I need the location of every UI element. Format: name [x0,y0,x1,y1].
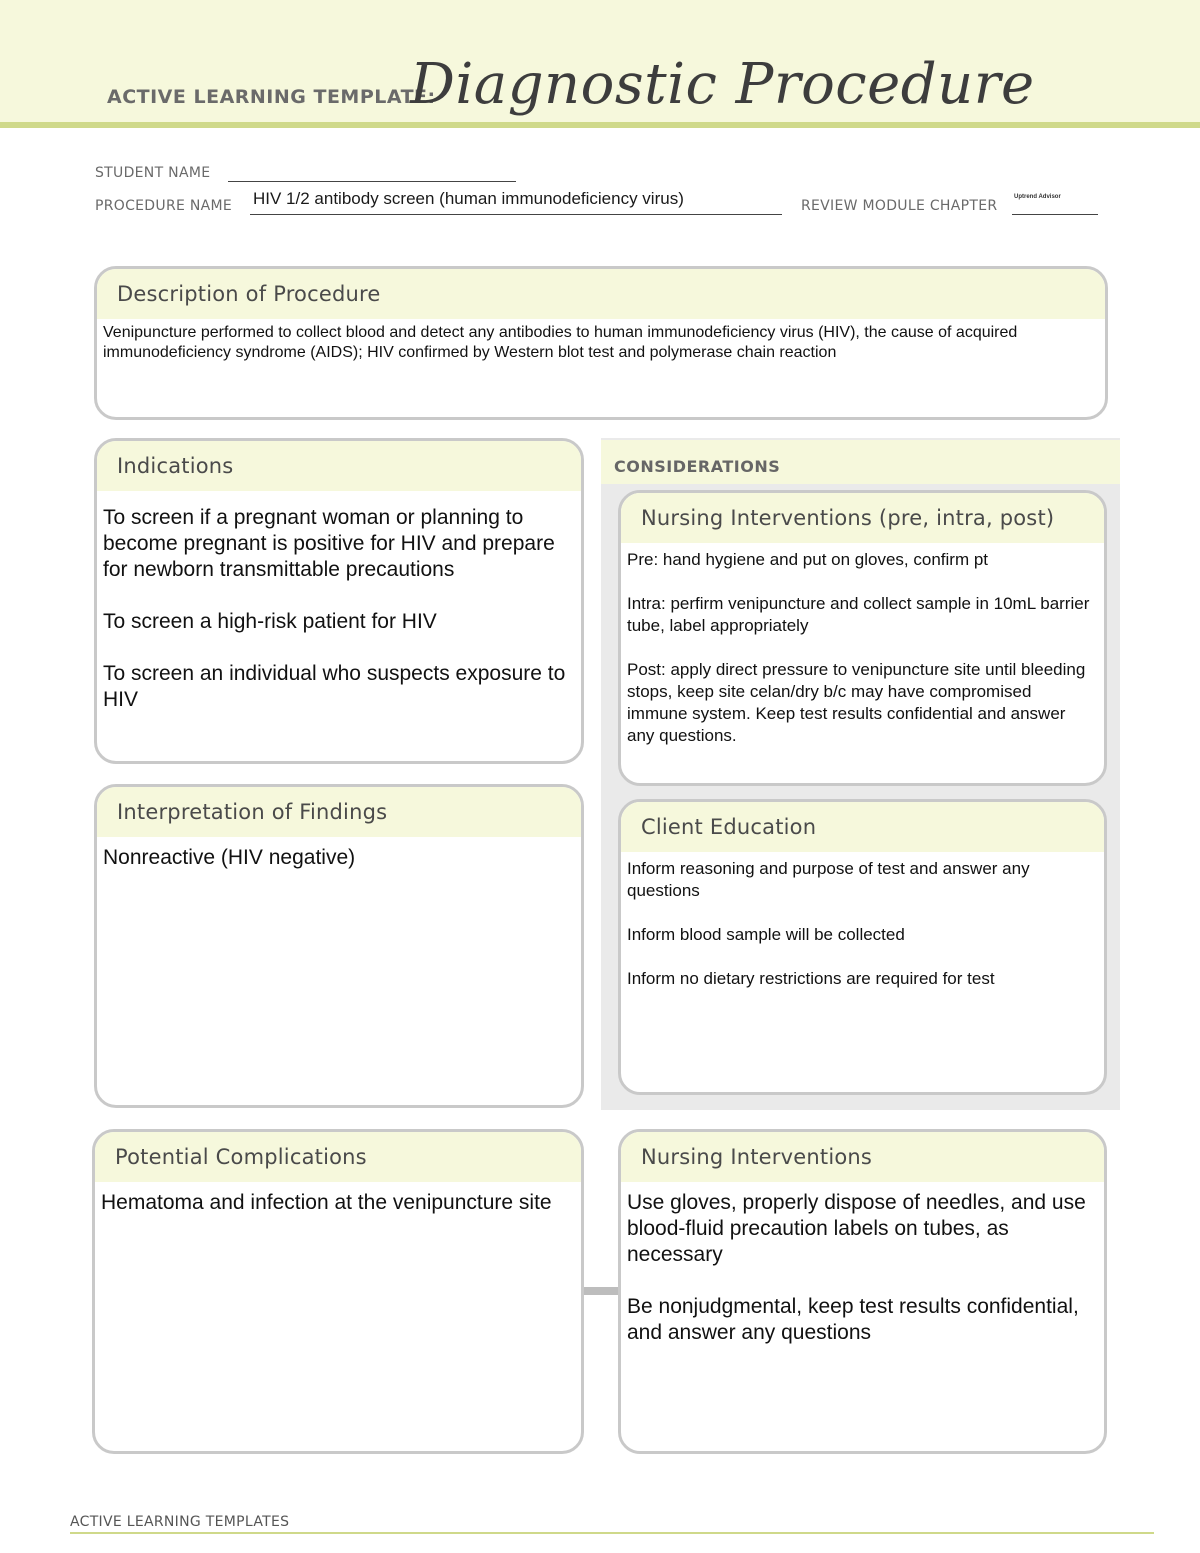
client-education-item: Inform blood sample will be collected [627,925,905,944]
nursing-interventions-box [618,490,1107,786]
review-module-label: REVIEW MODULE CHAPTER [801,198,998,214]
interpretation-title: Interpretation of Findings [97,787,581,837]
nursing-intervention-item: Post: apply direct pressure to venipuncture site until bleeding stops, keep site celan/dry b/c may have compromised immune system. Keep test results confidential and answer any questions. [627,660,1086,745]
nursing-intervention-item: Pre: hand hygiene and put on gloves, confirm pt [627,550,989,569]
student-name-label: STUDENT NAME [95,165,211,181]
template-label: ACTIVE LEARNING TEMPLATE: [107,86,436,108]
review-module-field[interactable] [1012,214,1098,215]
complication-interventions-title: Nursing Interventions [621,1132,1104,1182]
description-box [94,266,1108,420]
complications-title: Potential Complications [95,1132,581,1182]
procedure-name-field[interactable] [250,214,782,215]
complication-intervention-item: Use gloves, properly dispose of needles, and use blood-fluid precaution labels on tubes, as necessary [627,1191,1086,1266]
complications-text: Hematoma and infection at the venipuncture site [101,1191,552,1214]
student-name-field[interactable] [228,181,516,182]
review-module-value: Uptrend Advisor [1014,194,1061,200]
indication-item: To screen a high-risk patient for HIV [103,610,437,633]
indications-title: Indications [97,441,581,491]
footer-rule [70,1532,1154,1534]
indication-item: To screen if a pregnant woman or planning to become pregnant is positive for HIV and prepare for newborn transmittable precautions [103,506,555,581]
complication-intervention-item: Be nonjudgmental, keep test results confidential, and answer any questions [627,1295,1079,1344]
complications-box [92,1129,584,1454]
description-title: Description of Procedure [97,269,1105,319]
footer-text: ACTIVE LEARNING TEMPLATES [70,1514,290,1530]
box-connector [584,1287,620,1295]
interpretation-box [94,784,584,1108]
considerations-title: CONSIDERATIONS [614,457,781,476]
description-text: Venipuncture performed to collect blood and detect any antibodies to human immunodeficiency virus (HIV), the cause of acquired immunodeficiency syndrome (AIDS); HIV confirmed by Western blot test and polymerase chain reaction [103,324,1018,361]
client-education-box [618,799,1107,1095]
complication-interventions-box [618,1129,1107,1454]
indication-item: To screen an individual who suspects exposure to HIV [103,662,566,711]
client-education-item: Inform no dietary restrictions are required for test [627,969,995,988]
nursing-intervention-item: Intra: perfirm venipuncture and collect sample in 10mL barrier tube, label appropriately [627,594,1090,635]
indications-box [94,438,584,764]
nursing-interventions-title: Nursing Interventions (pre, intra, post) [621,493,1104,543]
interpretation-text: Nonreactive (HIV negative) [103,846,356,869]
client-education-title: Client Education [621,802,1104,852]
client-education-item: Inform reasoning and purpose of test and answer any questions [627,859,1030,900]
procedure-name-label: PROCEDURE NAME [95,198,233,214]
page-title: Diagnostic Procedure [410,52,1035,117]
procedure-name-value: HIV 1/2 antibody screen (human immunodeficiency virus) [253,189,684,208]
